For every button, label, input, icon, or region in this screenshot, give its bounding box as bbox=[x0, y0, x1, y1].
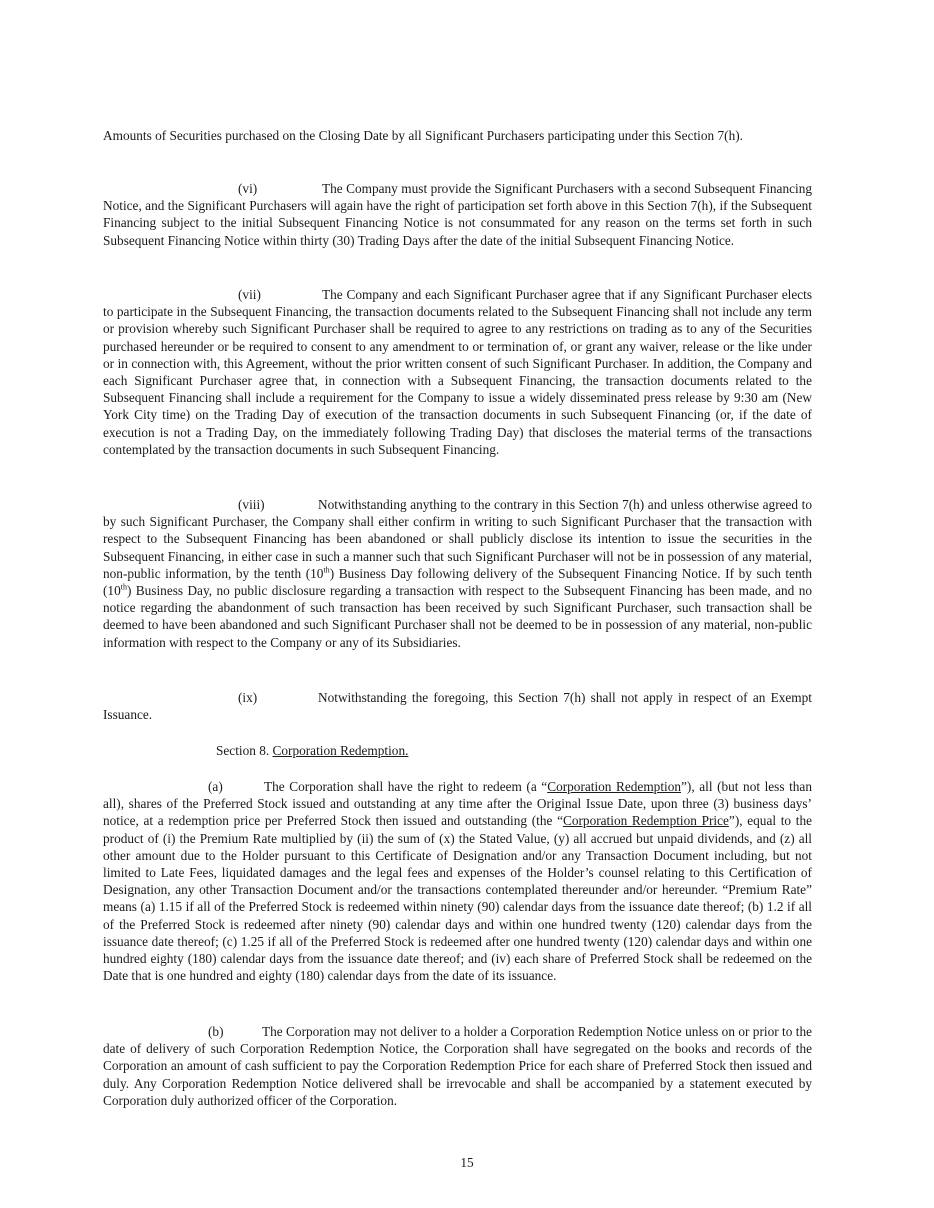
section-number: Section 8. bbox=[216, 743, 273, 758]
paragraph-text: Notwithstanding anything to the contrary in this Section 7(h) and unless otherwise agreed to by such Significant Purchaser, the Company shall either confirm in writing to such Significant Purchaser that the transaction with respect to the Subsequent Financing has been abandoned or shall publicly disclose its intention to issue the securities in the Subsequent Financing, in either case in such a manner such that such Significant Purchaser will not be in possession of any material, non-public information, by the tenth (10 bbox=[103, 497, 812, 581]
paragraph-ix bbox=[103, 689, 812, 723]
paragraph-number: (vi) bbox=[238, 181, 258, 196]
paragraph-text: The Corporation may not deliver to a holder a Corporation Redemption Notice unless on or prior to the date of delivery of such Corporation Redemption Notice, the Corporation shall have segregated on the books and records of the Corporation an amount of cash sufficient to pay the Corporation Redemption Price for each share of Preferred Stock then issued and duly. Any Corporation Redemption Notice delivered shall be irrevocable and shall be accompanied by a statement executed by Corporation duly authorized officer of the Corporation. bbox=[103, 1024, 812, 1108]
paragraph-text: ) Business Day, no public disclosure regarding a transaction with respect to the Subsequent Financing has been made, and no notice regarding the abandonment of such transaction has been received by such Significant Purchaser, such transaction shall be deemed to have been abandoned and such Significant Purchaser shall not be deemed to be in possession of any material, non-public information with respect to the Company or any of its Subsidiaries. bbox=[103, 583, 812, 650]
paragraph-intro bbox=[103, 127, 812, 144]
defined-term: Corporation Redemption Price bbox=[562, 813, 729, 829]
paragraph-text: Amounts of Securities purchased on the Closing Date by all Significant Purchasers participating under this Section 7(h). bbox=[103, 128, 743, 143]
paragraph-number: (a) bbox=[208, 779, 223, 794]
paragraph-text: ”), all (but not less than all), shares of the Preferred Stock issued and outstanding at any time after the Original Issue Date, upon three (3) business days’ notice, at a redemption price per Preferred Stock then issued and outstanding (the “ bbox=[103, 779, 812, 829]
page-number: 15 bbox=[460, 1155, 474, 1170]
paragraph-number: (ix) bbox=[238, 690, 258, 705]
paragraph-viii bbox=[103, 496, 812, 651]
ordinal-suffix: th bbox=[323, 565, 330, 575]
defined-term: Corporation Redemption bbox=[547, 779, 682, 794]
paragraph-b bbox=[103, 1023, 812, 1109]
paragraph-number: (viii) bbox=[238, 497, 265, 512]
paragraph-text: The Company must provide the Significant Purchasers with a second Subsequent Financing Notice, and the Significant Purchasers will again have the right of participation set forth above in this Section 7(h), if the Subsequent Financing subject to the initial Subsequent Financing Notice is not consummated for any reason on the terms set forth in such Subsequent Financing Notice within thirty (30) Trading Days after the date of the initial Subsequent Financing Notice. bbox=[103, 181, 812, 248]
paragraph-number: (vii) bbox=[238, 287, 261, 302]
paragraph-text: The Company and each Significant Purchaser agree that if any Significant Purchaser elects to participate in the Subsequent Financing, the transaction documents related to the Subsequent Financing shall not include any term or provision whereby such Significant Purchaser shall be required to agree to any restrictions on trading as to any of the Securities purchased hereunder or be required to consent to any amendment to or termination of, or grant any waiver, release or the like under or in connection with, this Agreement, without the prior written consent of such Significant Purchaser. In addition, the Company and each Significant Purchaser agree that, in connection with a Subsequent Financing, the transaction documents related to the Subsequent Financing shall include a requirement for the Company to issue a widely disseminated press release by 9:30 am (New York City time) on the Trading Day of execution of the transaction documents in such Subsequent Financing (or, if the date of execution is not a Trading Day, on the immediately following Trading Day) that discloses the material terms of the transactions contemplated by the transaction documents in such Subsequent Financing. bbox=[103, 287, 812, 457]
paragraph-number: (b) bbox=[208, 1024, 224, 1039]
section-title: Corporation Redemption. bbox=[272, 743, 409, 758]
paragraph-text: ”), equal to the product of (i) the Premium Rate multiplied by (ii) the sum of (x) the Stated Value, (y) all accrued but unpaid dividends, and (z) all other amount due to the Holder pursuant to this Certificate of Designation and/or any Transaction Document including, but not limited to Late Fees, liquidated damages and the legal fees and expenses of the Holder’s counsel relating to this Certification of Designation, any other Transaction Document and/or the transactions contemplated thereunder and/or hereunder. “Premium Rate” means (a) 1.15 if all of the Preferred Stock is redeemed within ninety (90) calendar days from the issuance date thereof; (b) 1.2 if all of the Preferred Stock is redeemed after ninety (90) calendar days and within one hundred twenty (120) calendar days from the issuance date thereof; (c) 1.25 if all of the Preferred Stock is redeemed after one hundred twenty (120) calendar days and within one hundred eighty (180) calendar days from the issuance date thereof; and (iv) each share of Preferred Stock shall be redeemed on the Date that is one hundred and eighty (180) calendar days from the date of its issuance. bbox=[103, 813, 812, 984]
section-heading bbox=[216, 742, 408, 759]
paragraph-a bbox=[103, 778, 812, 984]
paragraph-vii bbox=[103, 286, 812, 458]
paragraph-vi bbox=[103, 180, 812, 249]
paragraph-text: The Corporation shall have the right to redeem (a “ bbox=[264, 779, 548, 794]
paragraph-text: Notwithstanding the foregoing, this Section 7(h) shall not apply in respect of an Exempt Issuance. bbox=[103, 690, 812, 723]
ordinal-suffix: th bbox=[120, 582, 127, 592]
paragraph-text: ) Business Day following delivery of the Subsequent Financing Notice. If by such tenth (10 bbox=[103, 565, 813, 599]
